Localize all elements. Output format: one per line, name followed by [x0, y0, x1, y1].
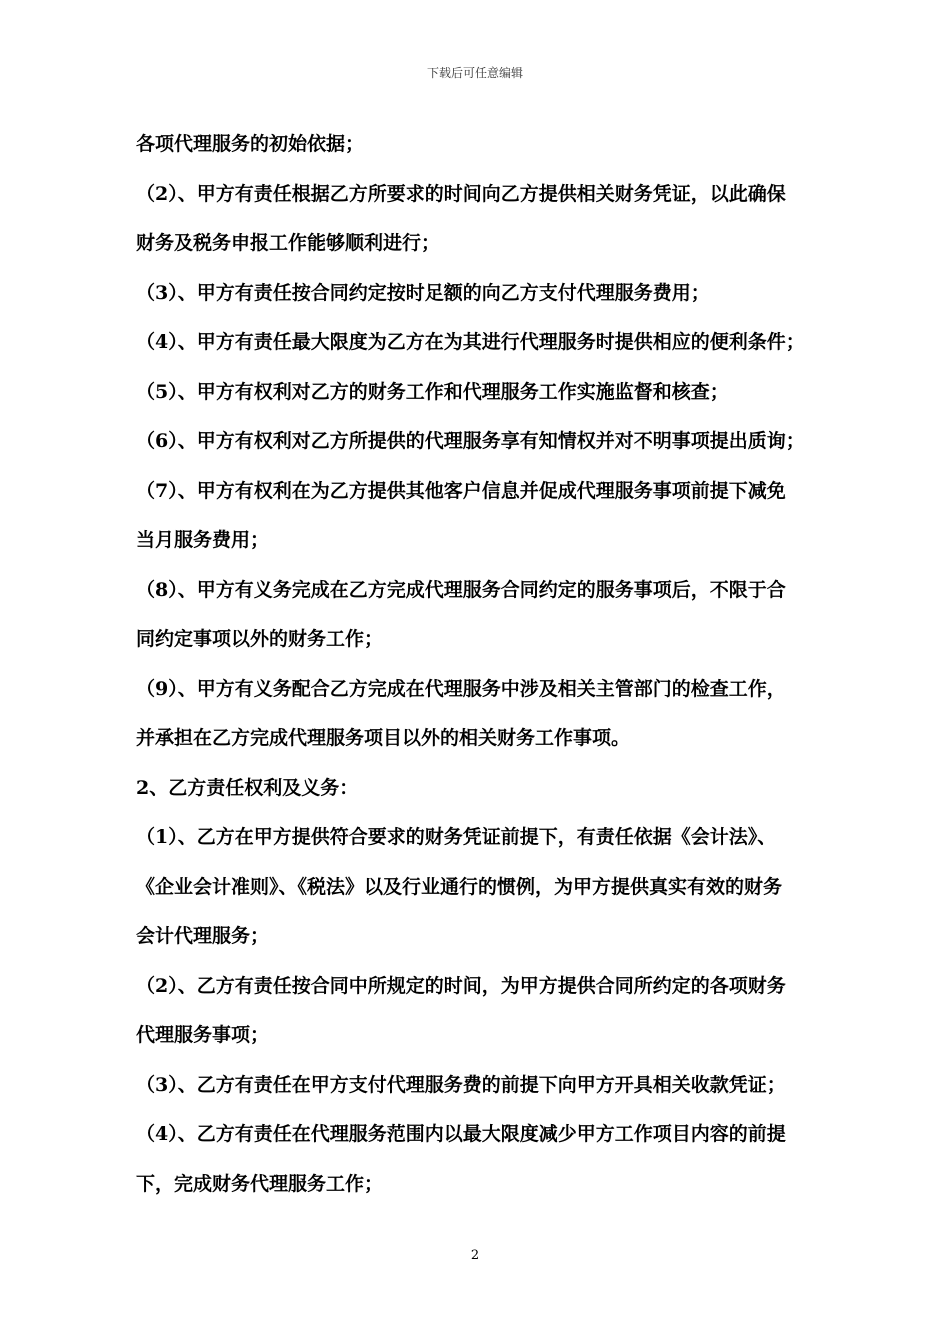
section-heading: 2、乙方责任权利及义务：	[136, 776, 359, 799]
page-header-note: 下载后可任意编辑	[426, 66, 523, 80]
text-line: 各项代理服务的初始依据；	[136, 133, 365, 155]
text-line: （3）、甲方有责任按合同约定按时足额的向乙方支付代理服务费用；	[136, 281, 710, 304]
text-line: 代理服务事项；	[136, 1024, 270, 1046]
text-line: 下，完成财务代理服务工作；	[136, 1172, 384, 1195]
text-line: 《企业会计准则》、《税法》以及行业通行的惯例，为甲方提供真实有效的财务	[136, 875, 783, 898]
page-number: 2	[470, 1248, 480, 1263]
document-body	[136, 126, 816, 1215]
text-line: （2）、甲方有责任根据乙方所要求的时间向乙方提供相关财务凭证，以此确保	[136, 182, 786, 205]
text-line: （7）、甲方有权利在为乙方提供其他客户信息并促成代理服务事项前提下减免	[136, 479, 786, 502]
text-line: （6）、甲方有权利对乙方所提供的代理服务享有知情权并对不明事项提出质询；	[136, 430, 805, 452]
text-line: 会计代理服务；	[136, 925, 270, 947]
text-line: 并承担在乙方完成代理服务项目以外的相关财务工作事项。	[136, 727, 631, 749]
text-line: （8）、甲方有义务完成在乙方完成代理服务合同约定的服务事项后，不限于合	[136, 578, 786, 601]
text-line: （4）、乙方有责任在代理服务范围内以最大限度减少甲方工作项目内容的前提	[136, 1123, 786, 1145]
text-line: （5）、甲方有权利对乙方的财务工作和代理服务工作实施监督和核查；	[136, 380, 729, 403]
text-line: 同约定事项以外的财务工作；	[136, 628, 384, 650]
text-line: （2）、乙方有责任按合同中所规定的时间，为甲方提供合同所约定的各项财务	[136, 974, 786, 997]
text-line: （4）、甲方有责任最大限度为乙方在为其进行代理服务时提供相应的便利条件；	[136, 331, 805, 353]
text-line: （9）、甲方有义务配合乙方完成在代理服务中涉及相关主管部门的检查工作，	[136, 677, 786, 700]
text-line: （3）、乙方有责任在甲方支付代理服务费的前提下向甲方开具相关收款凭证；	[136, 1073, 786, 1096]
text-line: （1）、乙方在甲方提供符合要求的财务凭证前提下，有责任依据《会计法》、	[136, 826, 777, 848]
text-line: 当月服务费用；	[136, 529, 270, 551]
text-line: 财务及税务申报工作能够顺利进行；	[136, 232, 441, 254]
